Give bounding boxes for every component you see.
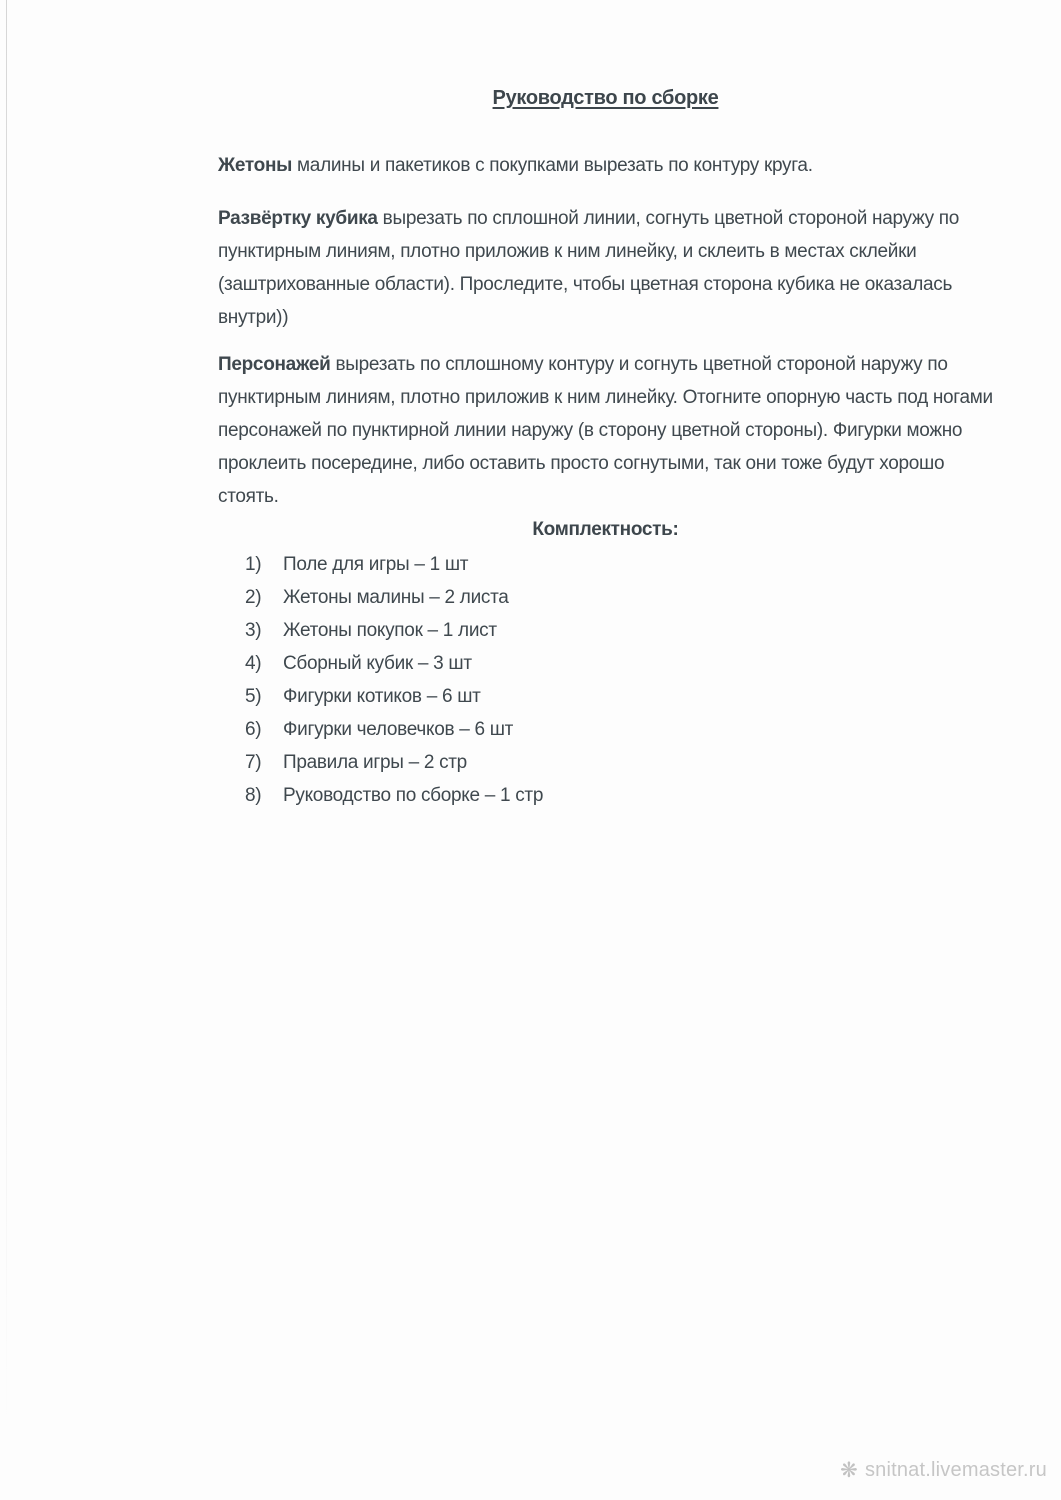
paragraph-tokens-text: малины и пакетиков с покупками вырезать по контуру круга. (292, 155, 813, 176)
scan-edge-artifact (6, 0, 7, 1500)
document-content (218, 82, 993, 812)
watermark-text: snitnat.livemaster.ru (864, 1459, 1047, 1481)
list-item-number: 5) (245, 686, 262, 707)
paragraph-tokens (218, 149, 993, 182)
kit-contents-heading: Комплектность: (532, 519, 679, 540)
paragraph-characters-text: вырезать по сплошному контуру и согнуть цветной стороной наружу по пунктирным линиям, плотно приложив к ним линейку. Отогните опорную часть под ногами персонажей по пунктирной линии наружу (в сторону цветной стороны). Фигурки можно проклеить посередине, либо оставить просто согнутыми, так они тоже будут хорошо стоять. (218, 354, 993, 507)
paragraph-tokens-lead: Жетоны (218, 155, 293, 176)
list-item-number: 2) (245, 587, 262, 608)
list-item-label: Фигурки человечков – 6 шт (283, 719, 514, 740)
list-item-number: 8) (245, 785, 262, 806)
list-item (218, 647, 993, 680)
list-item (218, 614, 993, 647)
list-item-number: 7) (245, 752, 262, 773)
list-item-label: Поле для игры – 1 шт (283, 554, 469, 575)
list-item (218, 713, 993, 746)
list-item-number: 4) (245, 653, 262, 674)
list-item-label: Руководство по сборке – 1 стр (283, 785, 544, 806)
list-item-label: Жетоны покупок – 1 лист (283, 620, 497, 641)
document-title: Руководство по сборке (492, 87, 719, 109)
paragraph-characters-lead: Персонажей (218, 354, 331, 375)
list-item (218, 746, 993, 779)
list-item-number: 1) (245, 554, 262, 575)
kit-contents-list (218, 548, 993, 812)
watermark (840, 1458, 1047, 1482)
list-item (218, 581, 993, 614)
flower-icon: ❋ (840, 1458, 858, 1482)
list-item-label: Правила игры – 2 стр (283, 752, 467, 773)
list-item (218, 680, 993, 713)
paragraph-characters (218, 348, 993, 513)
paragraph-cube-net-lead: Развёртку кубика (218, 208, 378, 229)
paragraph-cube-net-text: вырезать по сплошной линии, согнуть цветной стороной наружу по пунктирным линиям, плотно приложив к ним линейку, и склеить в местах склейки (заштрихованные области). Проследите, чтобы цветная сторона кубика не оказалась внутри)) (218, 208, 960, 328)
list-item-label: Жетоны малины – 2 листа (283, 587, 509, 608)
list-item (218, 548, 993, 581)
list-item-label: Фигурки котиков – 6 шт (283, 686, 481, 707)
list-item-label: Сборный кубик – 3 шт (283, 653, 472, 674)
list-item-number: 3) (245, 620, 262, 641)
list-item (218, 779, 993, 812)
paragraph-cube-net (218, 202, 993, 334)
list-item-number: 6) (245, 719, 262, 740)
